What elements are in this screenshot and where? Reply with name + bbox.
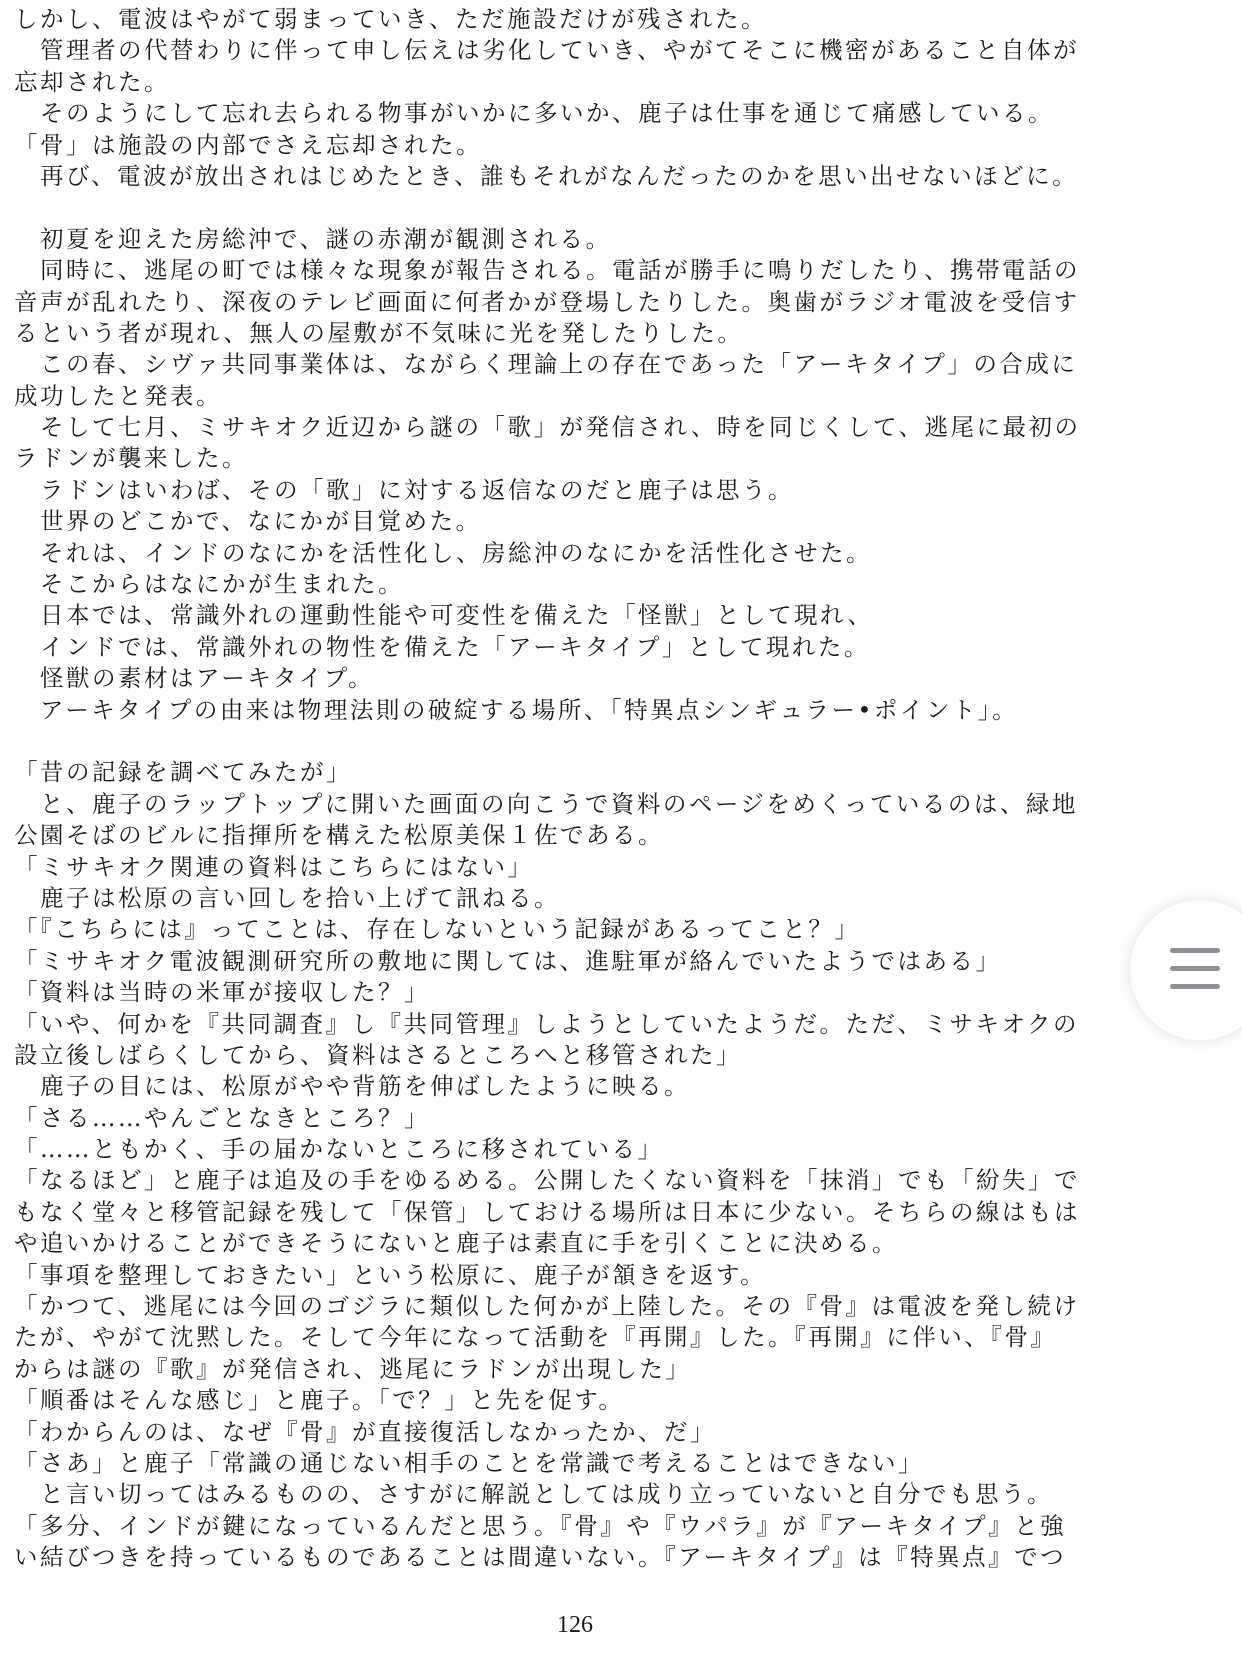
- text-line: インドでは、常識外れの物性を備えた「アーキタイプ」として現れた。: [14, 632, 870, 661]
- text-line: 「昔の記録を調べてみたが」: [14, 758, 352, 787]
- text-line: 管理者の代替わりに伴って申し伝えは劣化していき、やがてそこに機密があること自体が: [14, 36, 1080, 65]
- text-line: そのようにして忘れ去られる物事がいかに多いか、鹿子は仕事を通じて痛感している。: [14, 99, 1054, 128]
- text-line: 忘却された。: [14, 67, 170, 96]
- text-line: 「わからんのは、なぜ『骨』が直接復活しなかったか、だ」: [14, 1417, 716, 1446]
- text-line: や追いかけることができそうにないと鹿子は素直に手を引くことに決める。: [14, 1229, 898, 1258]
- text-line: 鹿子は松原の言い回しを拾い上げて訊ねる。: [14, 883, 560, 912]
- text-line: もなく堂々と移管記録を残して「保管」しておける場所は日本に少ない。そちらの線はもは: [14, 1197, 1080, 1226]
- text-line: 「いや、何かを『共同調査』し『共同管理』しようとしていたようだ。ただ、ミサキオクの: [14, 1009, 1080, 1038]
- text-line: しかし、電波はやがて弱まっていき、ただ施設だけが残された。: [14, 5, 768, 33]
- text-line: 「なるほど」と鹿子は追及の手をゆるめる。公開したくない資料を「抹消」でも「紛失」で: [14, 1166, 1080, 1195]
- text-line: そして七月、ミサキオク近辺から謎の「歌」が発信され、時を同じくして、逃尾に最初の: [14, 413, 1081, 442]
- text-line: そこからはなにかが生まれた。: [14, 570, 404, 599]
- text-line: と、鹿子のラップトップに開いた画面の向こうで資料のページをめくっているのは、緑地: [14, 789, 1078, 818]
- text-line: 成功したと発表。: [14, 381, 222, 410]
- blank-line: [14, 726, 1134, 757]
- text-line: 「『こちらには』ってことは、存在しないという記録があるってこと？」: [14, 915, 861, 944]
- text-line: 初夏を迎えた房総沖で、謎の赤潮が観測される。: [14, 224, 612, 253]
- text-line: 怪獣の素材はアーキタイプ。: [14, 664, 375, 693]
- text-line: 音声が乱れたり、深夜のテレビ画面に何者かが登場したりした。奥歯がラジオ電波を受信す: [14, 287, 1080, 316]
- text-line: 「かつて、逃尾には今回のゴジラに類似した何かが上陸した。その『骨』は電波を発し続け: [14, 1292, 1080, 1321]
- text-line: 設立後しばらくしてから、資料はさるところへと移管された」: [14, 1040, 742, 1069]
- blank-line: [14, 192, 1134, 223]
- page-number: 126: [557, 1612, 593, 1638]
- text-line: 「順番はそんな感じ」と鹿子。「で？」と先を促す。: [14, 1386, 625, 1415]
- page-text: [14, 4, 1134, 1574]
- text-line: たが、やがて沈黙した。そして今年になって活動を『再開』した。『再開』に伴い、『骨』: [14, 1323, 1057, 1352]
- text-line: い結びつきを持っているものであることは間違いない。『アーキタイプ』は『特異点』でつ: [14, 1543, 1067, 1572]
- text-line: 「……ともかく、手の届かないところに移されている」: [14, 1135, 664, 1164]
- text-line: ラドンはいわば、その「歌」に対する返信なのだと鹿子は思う。: [14, 475, 794, 504]
- text-line: アーキタイプの由来は物理法則の破綻する場所、「特異点シンギュラー•ポイント」。: [14, 695, 1019, 724]
- text-line: からは謎の『歌』が発信され、逃尾にラドンが出現した」: [14, 1354, 692, 1383]
- text-line: 世界のどこかで、なにかが目覚めた。: [14, 507, 482, 536]
- text-line: 再び、電波が放出されはじめたとき、誰もそれがなんだったのかを思い出せないほどに。: [14, 161, 1079, 190]
- text-line: 「多分、インドが鍵になっているんだと思う。『骨』や『ウパラ』が『アーキタイプ』と強: [14, 1511, 1067, 1540]
- text-line: 「ミサキオク電波観測研究所の敷地に関しては、進駐軍が絡んでいたようではある」: [14, 946, 1002, 975]
- text-line: 「骨」は施設の内部でさえ忘却された。: [14, 130, 482, 159]
- text-line: るという者が現れ、無人の屋敷が不気味に光を発したりした。: [14, 318, 744, 347]
- text-line: 鹿子の目には、松原がやや背筋を伸ばしたように映る。: [14, 1072, 690, 1101]
- text-line: 日本では、常識外れの運動性能や可変性を備えた「怪獣」として現れ、: [14, 601, 874, 630]
- text-line: それは、インドのなにかを活性化し、房総沖のなにかを活性化させた。: [14, 538, 872, 567]
- text-line: 「さあ」と鹿子「常識の通じない相手のことを常識で考えることはできない」: [14, 1448, 924, 1477]
- text-line: 「ミサキオク関連の資料はこちらにはない」: [14, 852, 534, 881]
- text-line: 「さる……やんごとなきところ？」: [14, 1103, 430, 1132]
- text-line: 「資料は当時の米軍が接収した？」: [14, 978, 430, 1007]
- text-line: と言い切ってはみるものの、さすがに解説としては成り立っていないと自分でも思う。: [14, 1480, 1054, 1509]
- text-line: 公園そばのビルに指揮所を構えた松原美保１佐である。: [14, 821, 664, 850]
- text-line: ラドンが襲来した。: [14, 444, 248, 473]
- text-line: 同時に、逃尾の町では様々な現象が報告される。電話が勝手に鳴りだしたり、携帯電話の: [14, 256, 1080, 285]
- text-line: 「事項を整理しておきたい」という松原に、鹿子が頷きを返す。: [14, 1260, 767, 1289]
- text-line: この春、シヴァ共同事業体は、ながらく理論上の存在であった「アーキタイプ」の合成に: [14, 350, 1078, 379]
- menu-button[interactable]: [1130, 900, 1242, 1040]
